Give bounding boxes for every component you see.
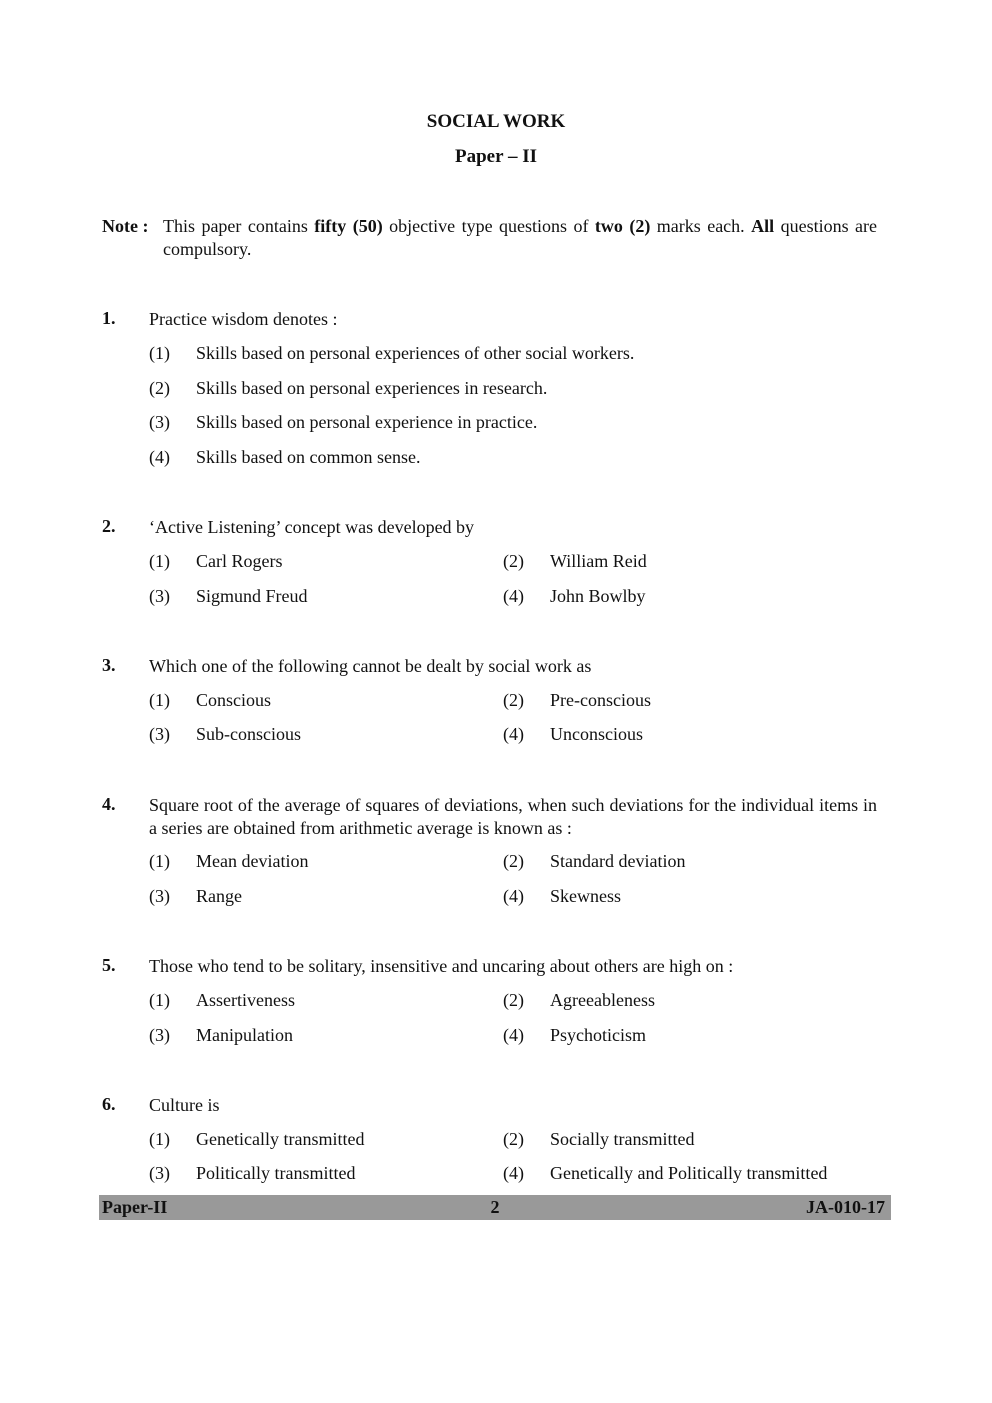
option-number: (2) — [503, 1129, 524, 1149]
option-number: (2) — [503, 690, 524, 710]
question-number: 5. — [102, 955, 116, 975]
question-6 — [102, 1094, 877, 1117]
option-label: Socially transmitted — [550, 1129, 695, 1149]
question-4 — [102, 794, 877, 840]
question-number: 2. — [102, 516, 116, 536]
option-label: Skills based on common sense. — [196, 447, 421, 467]
question-text: ‘Active Listening’ concept was developed by — [149, 517, 475, 537]
question-2 — [102, 516, 877, 539]
option-label: Standard deviation — [550, 851, 686, 871]
question-number: 3. — [102, 655, 116, 675]
option-label: Conscious — [196, 690, 272, 710]
option-number: (2) — [149, 378, 170, 398]
note-text: This paper contains fifty (50) objective type questions of two (2) marks each. All questions are compulsory. — [163, 216, 877, 259]
option-number: (4) — [503, 724, 524, 744]
option-number: (4) — [503, 586, 524, 606]
question-1 — [102, 308, 877, 331]
option-number: (1) — [149, 851, 170, 871]
option-number: (1) — [149, 343, 170, 363]
option-label: Skills based on personal experience in practice. — [196, 412, 538, 432]
option-number: (3) — [149, 412, 170, 432]
subject-title: SOCIAL WORK — [426, 111, 566, 132]
option-label: Skills based on personal experiences of other social workers. — [196, 343, 635, 363]
question-3 — [102, 655, 877, 678]
question-number: 6. — [102, 1094, 116, 1114]
option-label: Agreeableness — [550, 990, 655, 1010]
page-number: 2 — [490, 1197, 500, 1217]
option-label: Carl Rogers — [196, 551, 283, 571]
note-label: Note : — [102, 216, 149, 236]
option-label: Skills based on personal experiences in research. — [196, 378, 548, 398]
option-number: (4) — [149, 447, 170, 467]
question-number: 1. — [102, 308, 116, 328]
option-number: (2) — [503, 851, 524, 871]
option-label: Genetically and Politically transmitted — [550, 1163, 828, 1183]
option-number: (1) — [149, 990, 170, 1010]
option-label: John Bowlby — [550, 586, 646, 606]
option-label: Sub-conscious — [196, 724, 301, 744]
option-label: Range — [196, 886, 242, 906]
option-number: (4) — [503, 1163, 524, 1183]
option-number: (3) — [149, 724, 170, 744]
option-number: (3) — [149, 1163, 170, 1183]
option-number: (3) — [149, 1025, 170, 1045]
question-text: Culture is — [149, 1095, 220, 1115]
exam-code: JA-010-17 — [806, 1197, 885, 1217]
option-label: Mean deviation — [196, 851, 309, 871]
option-label: Sigmund Freud — [196, 586, 308, 606]
option-number: (4) — [503, 886, 524, 906]
option-label: Skewness — [550, 886, 621, 906]
question-text: Those who tend to be solitary, insensitive and uncaring about others are high on : — [149, 956, 734, 976]
option-number: (2) — [503, 990, 524, 1010]
question-text: Which one of the following cannot be dealt by social work as — [149, 656, 592, 676]
question-text: Practice wisdom denotes : — [149, 309, 338, 329]
footer-bar — [99, 1195, 891, 1220]
option-number: (1) — [149, 1129, 170, 1149]
note-block — [102, 215, 877, 261]
option-number: (1) — [149, 551, 170, 571]
question-number: 4. — [102, 794, 116, 814]
option-number: (3) — [149, 586, 170, 606]
option-number: (4) — [503, 1025, 524, 1045]
option-label: Psychoticism — [550, 1025, 647, 1045]
option-label: Manipulation — [196, 1025, 293, 1045]
option-label: Unconscious — [550, 724, 643, 744]
option-number: (3) — [149, 886, 170, 906]
question-text: Square root of the average of squares of deviations, when such deviations for the individual items in a series are obtained from arithmetic average is known as : — [149, 795, 877, 838]
question-5 — [102, 955, 877, 978]
option-label: Pre-conscious — [550, 690, 651, 710]
option-label: William Reid — [550, 551, 647, 571]
option-label: Genetically transmitted — [196, 1129, 365, 1149]
option-label: Politically transmitted — [196, 1163, 356, 1183]
footer-paper-label: Paper-II — [102, 1197, 168, 1217]
option-label: Assertiveness — [196, 990, 295, 1010]
option-number: (1) — [149, 690, 170, 710]
paper-title: Paper – II — [455, 146, 537, 167]
option-number: (2) — [503, 551, 524, 571]
